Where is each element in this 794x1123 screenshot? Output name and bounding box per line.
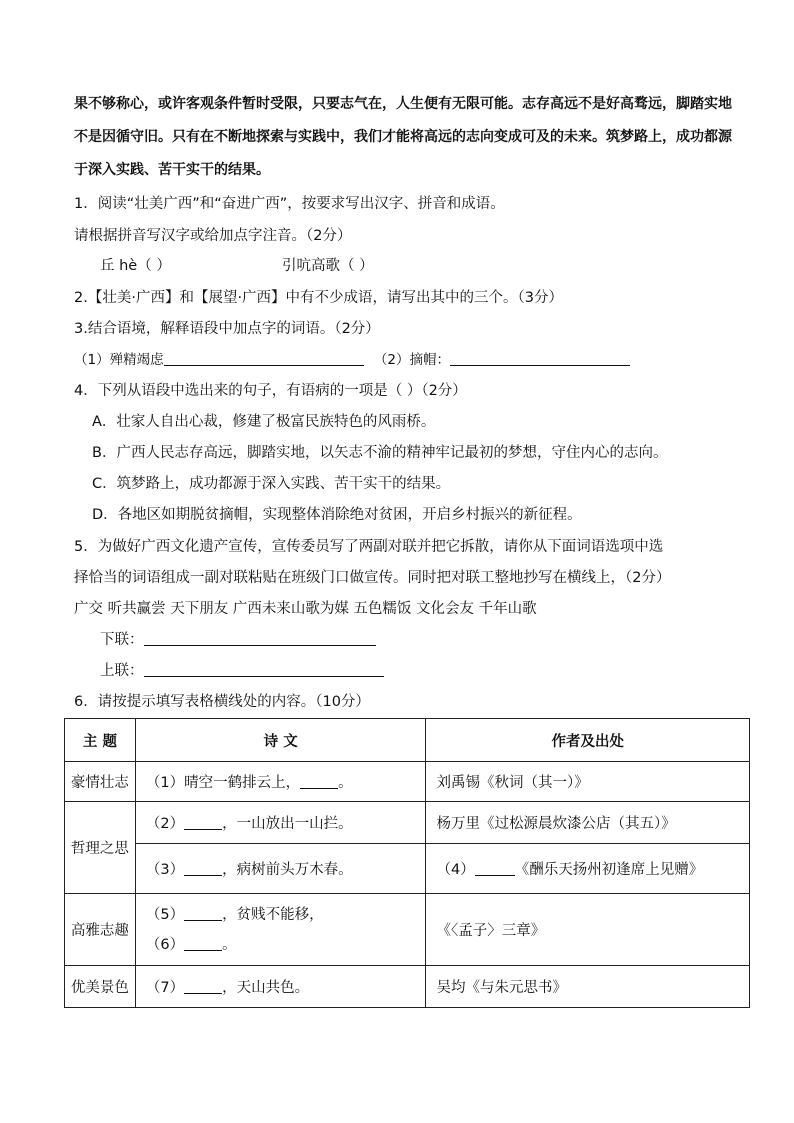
- q5-words: 广交 听共赢尝 天下朋友 广西未来山歌为媒 五色糯饭 文化会友 千年山歌: [74, 601, 537, 617]
- poem-cell: [135, 894, 426, 966]
- poem-text: 。: [222, 936, 237, 953]
- poem-text: （5）: [145, 906, 185, 923]
- blank-3[interactable]: [184, 861, 222, 876]
- header-theme: 主 题: [65, 719, 136, 762]
- q5-upper-label: 上联：: [100, 663, 144, 679]
- poem-cell: [135, 844, 426, 894]
- q5-lower: [100, 628, 376, 649]
- q5-line2: 择恰当的词语组成一副对联粘贴在班级门口做宣传。同时把对联工整地抄写在横线上，（2分）: [74, 570, 671, 586]
- source-text: 《酬乐天扬州初逢席上见赠》: [514, 862, 704, 878]
- poem-text: ，贫贱不能移，: [222, 906, 324, 923]
- source-text: （4）: [436, 862, 475, 878]
- poem-text: （3）: [145, 862, 185, 878]
- q4-title: 4．下列从语段中选出来的句子，有语病的一项是（ ）（2分）: [74, 383, 467, 399]
- q2-title: 2.【壮美·广西】和【展望·广西】中有不少成语，请写出其中的三个。（3分）: [74, 290, 564, 306]
- source-cell: 吴均《与朱元思书》: [426, 966, 750, 1008]
- header-poem: 诗 文: [135, 719, 426, 762]
- theme-cell: 哲理之思: [65, 802, 136, 894]
- blank-4[interactable]: [475, 861, 515, 876]
- q3-a-label: （1）殚精竭虑: [74, 352, 164, 368]
- poem-cell: [135, 762, 426, 802]
- theme-cell: 高雅志趣: [65, 894, 136, 966]
- q5-upper: [100, 659, 384, 680]
- q5-lower-answer-line[interactable]: [144, 631, 376, 646]
- poem-cell: [135, 802, 426, 844]
- source-cell: 《〈孟子〉三章》: [426, 894, 750, 966]
- poem-text: ，一山放出一山拦。: [222, 816, 353, 832]
- poem-text: ，病树前头万木春。: [222, 862, 353, 878]
- poem-text: 。: [338, 775, 353, 791]
- poem-cell: [135, 966, 426, 1008]
- poem-text: （6）: [145, 936, 185, 953]
- q4-option-c[interactable]: C．筑梦路上，成功都源于深入实践、苦干实干的结果。: [92, 476, 451, 492]
- table-header-row: [65, 719, 750, 762]
- theme-cell: 优美景色: [65, 966, 136, 1008]
- blank-1[interactable]: [300, 774, 338, 789]
- q3-b-label: （2）摘帽：: [373, 352, 450, 368]
- q6-title: 6．请按提示填写表格横线处的内容。（10分）: [74, 694, 370, 710]
- table-row: [65, 762, 750, 802]
- q4-option-a[interactable]: A．壮家人自出心裁，修建了极富民族特色的风雨桥。: [92, 414, 436, 430]
- q4-option-b[interactable]: B．广西人民志存高远，脚踏实地，以矢志不渝的精神牢记最初的梦想，守住内心的志向。: [92, 445, 668, 461]
- blank-6[interactable]: [184, 936, 222, 951]
- table-row: [65, 802, 750, 844]
- q1-title: 1．阅读“壮美广西”和“奋进广西”，按要求写出汉字、拼音和成语。: [74, 196, 505, 212]
- blank-7[interactable]: [184, 979, 222, 994]
- q5-lower-label: 下联：: [100, 632, 144, 648]
- q3-b-answer-line[interactable]: [450, 351, 630, 366]
- poem-line: [146, 900, 416, 930]
- blank-5[interactable]: [184, 906, 222, 921]
- poem-text: （7）: [145, 980, 185, 996]
- q3-answers: [74, 348, 630, 368]
- q1-sub: 请根据拼音写汉字或给加点字注音。（2分）: [74, 228, 352, 244]
- table-row: [65, 844, 750, 894]
- source-cell: 杨万里《过松源晨炊漆公店（其五）》: [426, 802, 750, 844]
- q3-title: 3.结合语境，解释语段中加点字的词语。（2分）: [74, 321, 380, 337]
- table-row: [65, 966, 750, 1008]
- poem-text: ，天山共色。: [222, 980, 310, 996]
- intro-passage: 果不够称心，或许客观条件暂时受限，只要志气在，人生便有无限可能。志存高远不是好高骛远，脚踏实地不是因循守旧。只有在不断地探索与实践中，我们才能将高远的志向变成可及的未来。筑梦路上，成功都源于深入实践、苦干实干的结果。: [74, 96, 732, 178]
- q1-item-b: 引吭高歌（ ）: [282, 258, 374, 274]
- poem-table: [64, 718, 750, 1008]
- blank-2[interactable]: [184, 815, 222, 830]
- q5-upper-answer-line[interactable]: [144, 662, 384, 677]
- header-source: 作者及出处: [426, 719, 750, 762]
- q5-line1: 5．为做好广西文化遗产宣传，宣传委员写了两副对联并把它拆散，请你从下面词语选项中选: [74, 539, 664, 555]
- q1-item-a: 丘 hè（ ）: [100, 258, 171, 274]
- table-row: [65, 894, 750, 966]
- theme-cell: 豪情壮志: [65, 762, 136, 802]
- q4-option-d[interactable]: D．各地区如期脱贫摘帽，实现整体消除绝对贫困，开启乡村振兴的新征程。: [92, 507, 582, 523]
- source-cell: 刘禹锡《秋词（其一）》: [426, 762, 750, 802]
- source-cell: [426, 844, 750, 894]
- q3-a-answer-line[interactable]: [164, 351, 364, 366]
- poem-line: [146, 930, 416, 960]
- poem-text: （2）: [145, 816, 185, 832]
- poem-text: （1）晴空一鹤排云上，: [145, 775, 301, 791]
